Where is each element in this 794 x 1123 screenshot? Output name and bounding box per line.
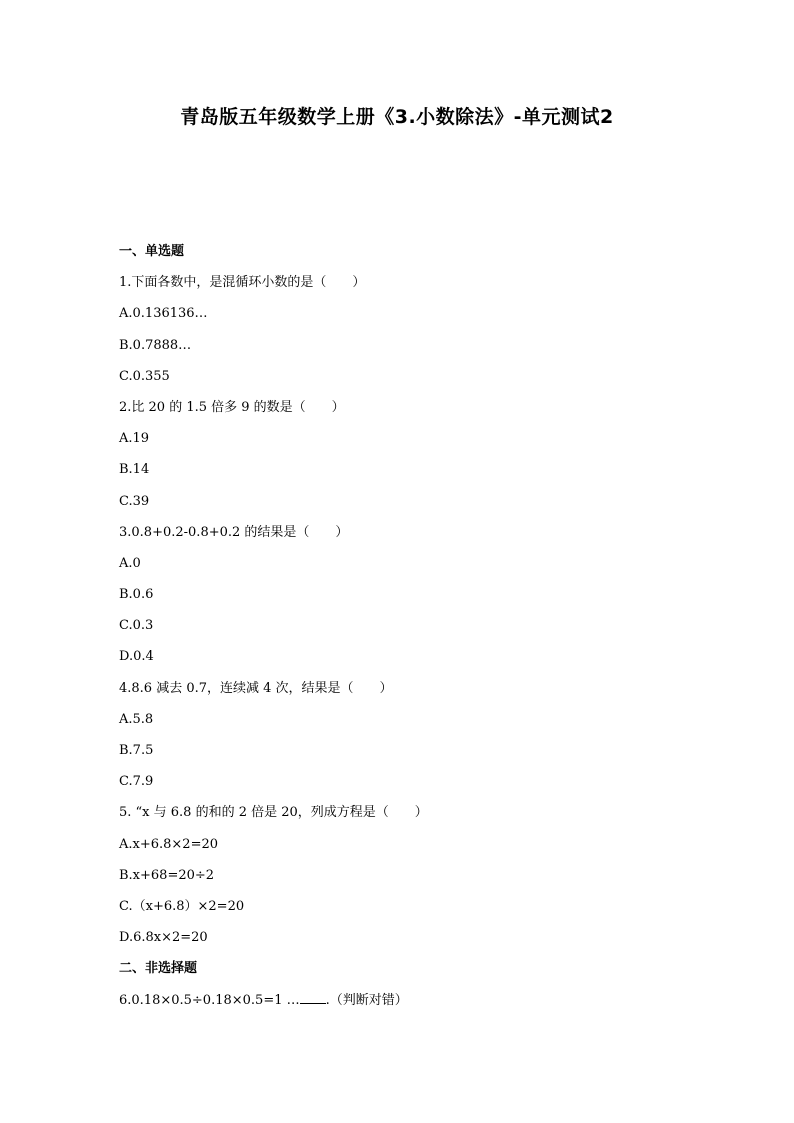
option-c: C.7.9 <box>119 774 154 790</box>
option-c: C.39 <box>119 493 150 509</box>
question-stem: 3.0.8+0.2-0.8+0.2 的结果是（ ） <box>119 524 349 540</box>
option-b: B.7.5 <box>119 743 154 758</box>
option-a: A.0.136136… <box>119 306 208 322</box>
question-6-suffix: .（判断对错） <box>325 992 408 1008</box>
question-6-stem: 6.0.18×0.5÷0.18×0.5=1 … <box>119 992 300 1008</box>
option-b: B.14 <box>119 462 150 478</box>
question-3 <box>119 517 739 673</box>
document-title: 青岛版五年级数学上册《3.小数除法》-单元测试2 <box>180 106 614 128</box>
document-content <box>119 236 739 1016</box>
option-a: A.5.8 <box>119 711 154 727</box>
question-2 <box>119 392 739 517</box>
option-a: A.19 <box>119 431 150 447</box>
question-stem: 4.8.6 减去 0.7，连续减 4 次，结果是（ ） <box>119 680 393 696</box>
question-stem: 1.下面各数中，是混循环小数的是（ ） <box>119 275 366 291</box>
option-d: D.6.8x×2=20 <box>119 930 208 946</box>
option-c: C.0.3 <box>119 618 154 634</box>
answer-blank[interactable] <box>300 991 326 1004</box>
question-1 <box>119 267 739 392</box>
option-b: B.0.7888… <box>119 337 192 353</box>
option-b: B.0.6 <box>119 587 154 603</box>
question-stem: 2.比 20 的 1.5 倍多 9 的数是（ ） <box>119 399 345 415</box>
section-heading-single-choice: 一、单选题 <box>119 244 185 259</box>
question-5 <box>119 797 739 953</box>
option-a: A.0 <box>119 555 141 571</box>
option-b: B.x+68=20÷2 <box>119 867 215 883</box>
option-a: A.x+6.8×2=20 <box>119 836 219 852</box>
question-4 <box>119 673 739 798</box>
question-stem: 5. “x 与 6.8 的和的 2 倍是 20，列成方程是（ ） <box>119 805 428 821</box>
option-c: C.0.355 <box>119 368 170 384</box>
option-d: D.0.4 <box>119 649 154 665</box>
option-c: C.（x+6.8）×2=20 <box>119 898 245 914</box>
section-heading-non-choice: 二、非选择题 <box>119 961 198 977</box>
question-6 <box>119 985 739 1016</box>
